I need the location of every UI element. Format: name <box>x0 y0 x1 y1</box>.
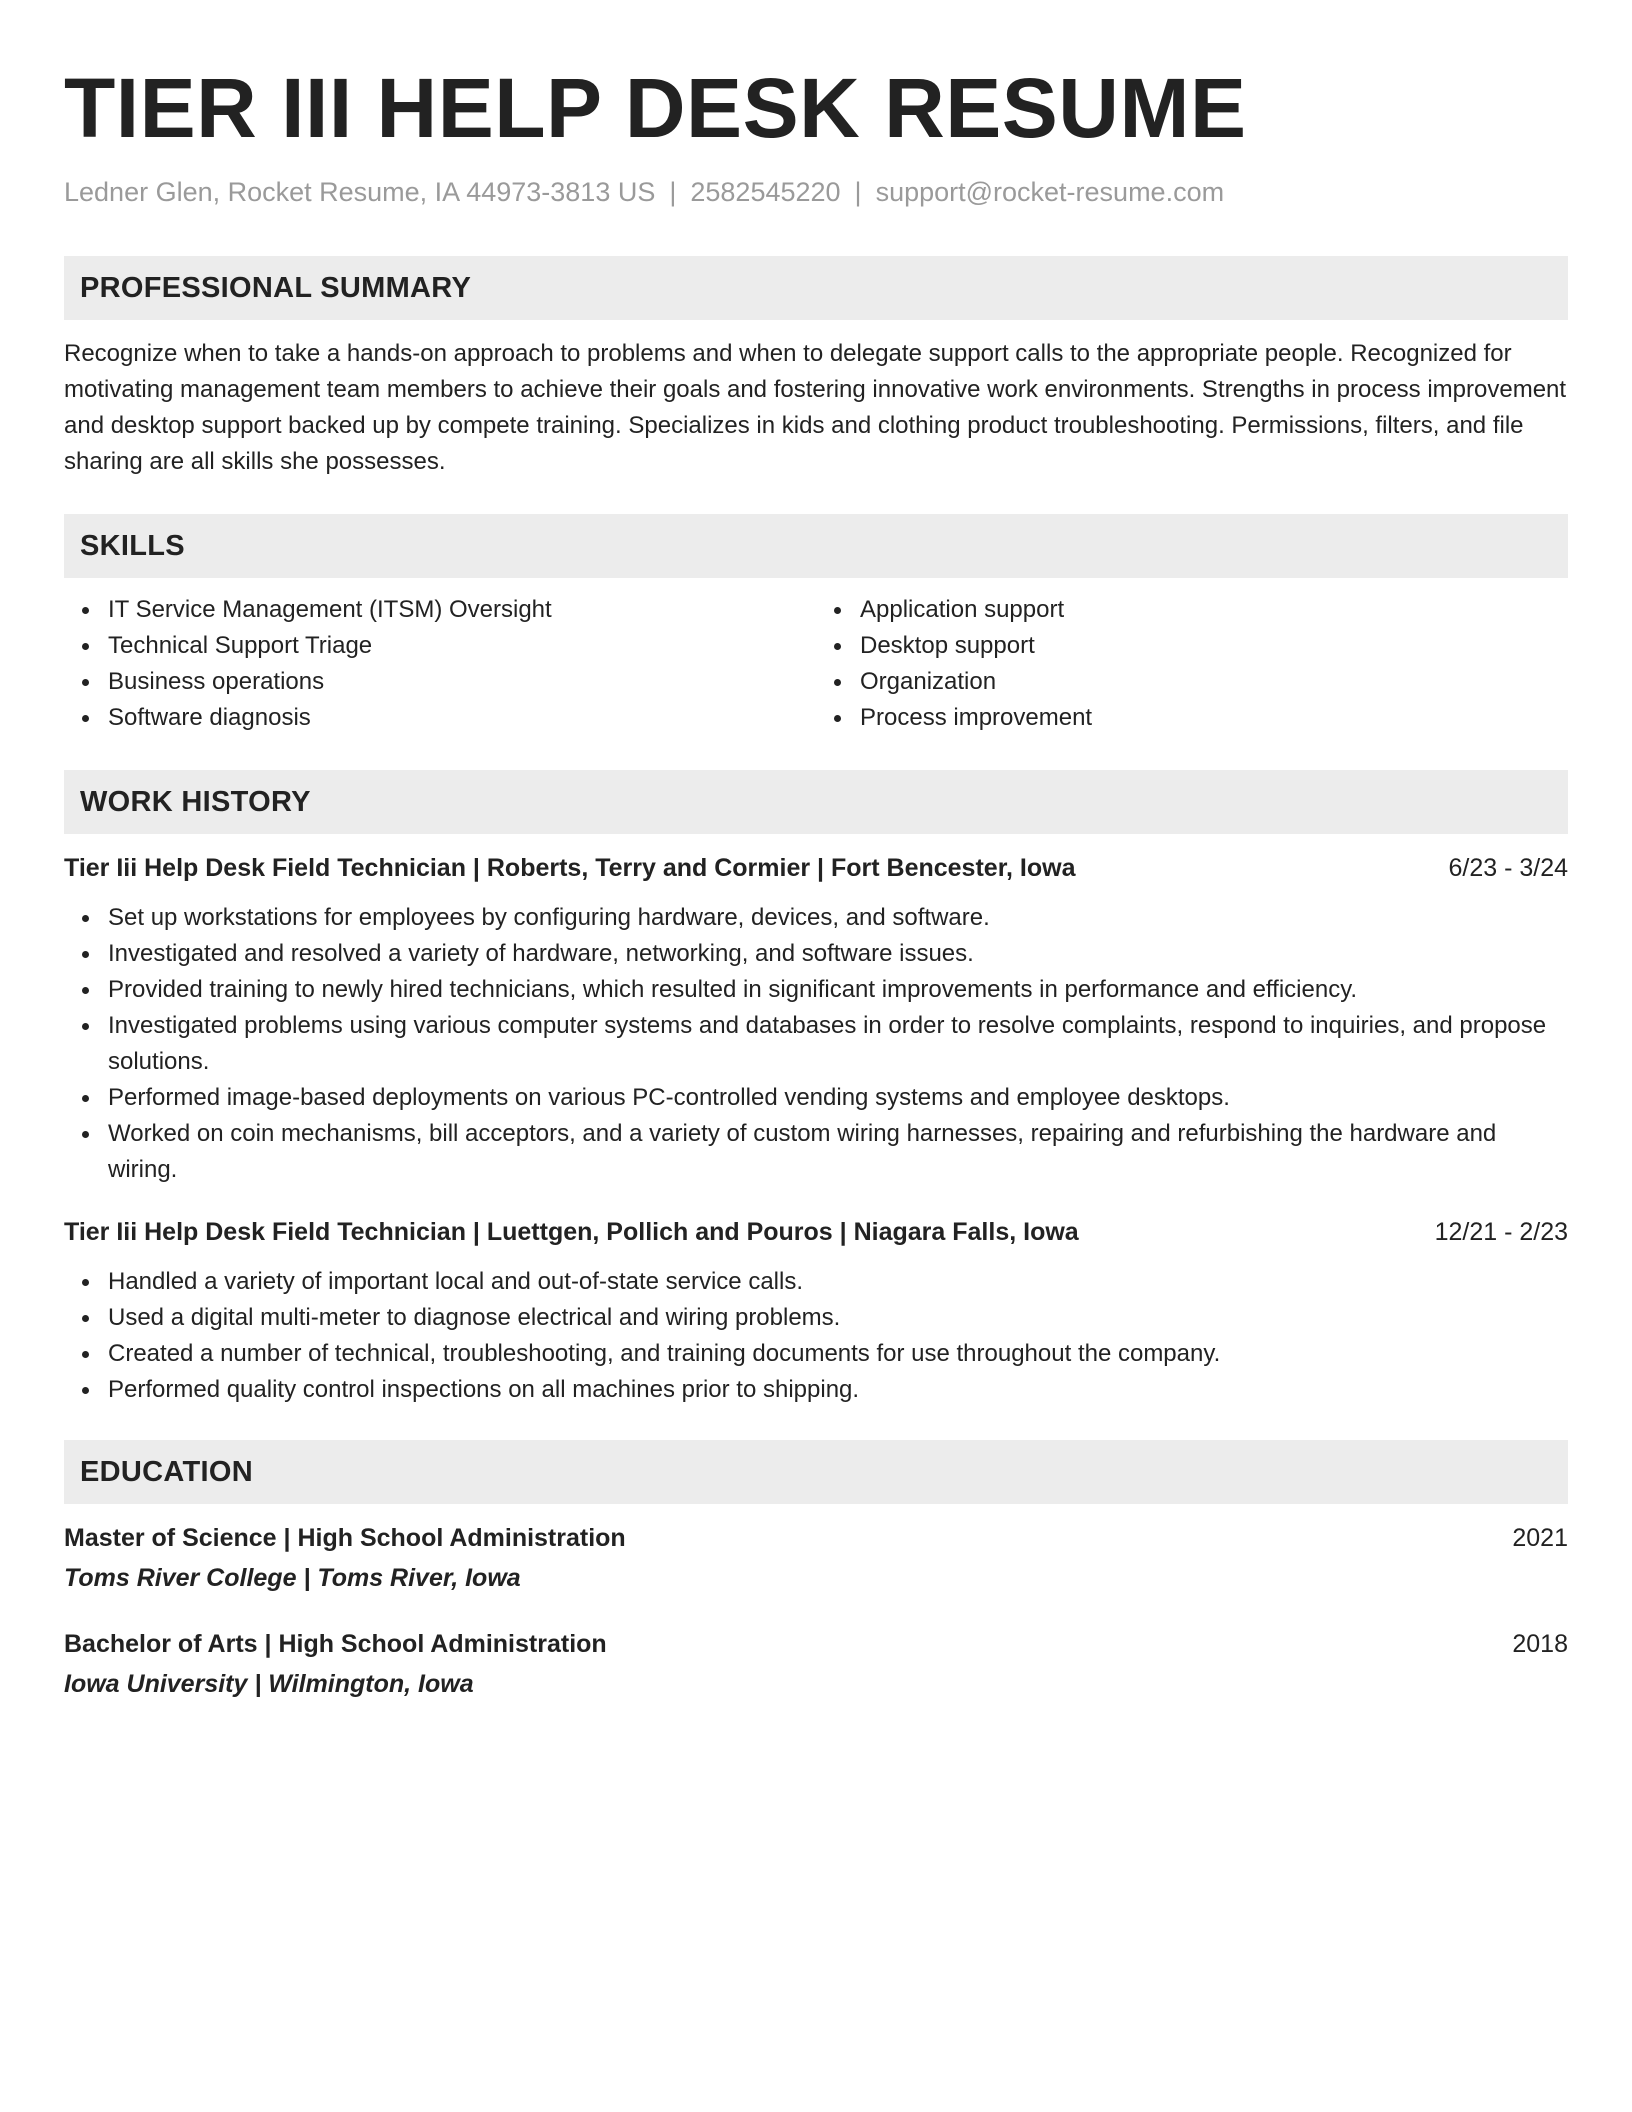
contact-address: Ledner Glen, Rocket Resume, IA 44973-3813 US <box>64 177 656 207</box>
education-heading <box>64 1520 1568 1556</box>
job-bullet: Provided training to newly hired technicians, which resulted in significant improvements in performance and efficiency. <box>108 972 1568 1008</box>
education-year: 2021 <box>1512 1524 1568 1553</box>
skills-column-right <box>816 592 1568 736</box>
job-bullets <box>64 1264 1568 1408</box>
section-header-work-history: WORK HISTORY <box>64 770 1568 834</box>
education-school: Iowa University | Wilmington, Iowa <box>64 1670 474 1699</box>
job-bullet: Worked on coin mechanisms, bill acceptors, and a variety of custom wiring harnesses, repairing and refurbishing the hardware and wiring. <box>108 1116 1568 1188</box>
resume-title: TIER III HELP DESK RESUME <box>64 61 1247 155</box>
job-bullet: Investigated problems using various computer systems and databases in order to resolve complaints, respond to inquiries, and propose solutions. <box>108 1008 1568 1080</box>
job-heading <box>64 850 1568 886</box>
job-bullet: Performed quality control inspections on all machines prior to shipping. <box>108 1372 1568 1408</box>
summary-text: Recognize when to take a hands-on approach to problems and when to delegate support calls to the appropriate people. Recognized for motivating management team members to achieve their goals and fostering innovative work environments. Strengths in process improvement and desktop support backed up by compete training. Specializes in kids and clothing product troubleshooting. Permissions, filters, and file sharing are all skills she possesses. <box>64 340 1567 476</box>
contact-email: support@rocket-resume.com <box>875 177 1225 207</box>
section-header-skills: SKILLS <box>64 514 1568 578</box>
job-bullet: Handled a variety of important local and out-of-state service calls. <box>108 1264 1568 1300</box>
skill-item: Business operations <box>108 664 816 700</box>
job-title: Tier Iii Help Desk Field Technician | Roberts, Terry and Cormier | Fort Bencester, Iowa <box>64 854 1076 883</box>
skill-item: Technical Support Triage <box>108 628 816 664</box>
job-dates: 12/21 - 2/23 <box>1434 1218 1568 1247</box>
contact-separator: | <box>854 177 862 207</box>
education-school: Toms River College | Toms River, Iowa <box>64 1564 521 1593</box>
education-degree: Master of Science | High School Administration <box>64 1524 626 1553</box>
contact-line <box>64 176 1568 208</box>
job-bullet: Used a digital multi-meter to diagnose electrical and wiring problems. <box>108 1300 1568 1336</box>
section-header-summary: PROFESSIONAL SUMMARY <box>64 256 1568 320</box>
skill-item: Software diagnosis <box>108 700 816 736</box>
job-title: Tier Iii Help Desk Field Technician | Luettgen, Pollich and Pouros | Niagara Falls, Iowa <box>64 1218 1079 1247</box>
job-dates: 6/23 - 3/24 <box>1448 854 1568 883</box>
section-header-education: EDUCATION <box>64 1440 1568 1504</box>
skill-item: IT Service Management (ITSM) Oversight <box>108 592 816 628</box>
job-bullet: Investigated and resolved a variety of hardware, networking, and software issues. <box>108 936 1568 972</box>
job-heading <box>64 1214 1568 1250</box>
job-bullet: Created a number of technical, troubleshooting, and training documents for use throughout the company. <box>108 1336 1568 1372</box>
skill-item: Organization <box>860 664 1568 700</box>
education-degree: Bachelor of Arts | High School Administration <box>64 1630 607 1659</box>
education-year: 2018 <box>1512 1630 1568 1659</box>
skills-column-left <box>64 592 816 736</box>
job-bullet: Set up workstations for employees by configuring hardware, devices, and software. <box>108 900 1568 936</box>
contact-phone: 2582545220 <box>690 177 841 207</box>
skills-grid <box>64 592 1568 736</box>
job-bullets <box>64 900 1568 1188</box>
skill-item: Process improvement <box>860 700 1568 736</box>
contact-separator: | <box>669 177 677 207</box>
skill-item: Application support <box>860 592 1568 628</box>
education-heading <box>64 1626 1568 1662</box>
skill-item: Desktop support <box>860 628 1568 664</box>
job-bullet: Performed image-based deployments on various PC-controlled vending systems and employee desktops. <box>108 1080 1568 1116</box>
